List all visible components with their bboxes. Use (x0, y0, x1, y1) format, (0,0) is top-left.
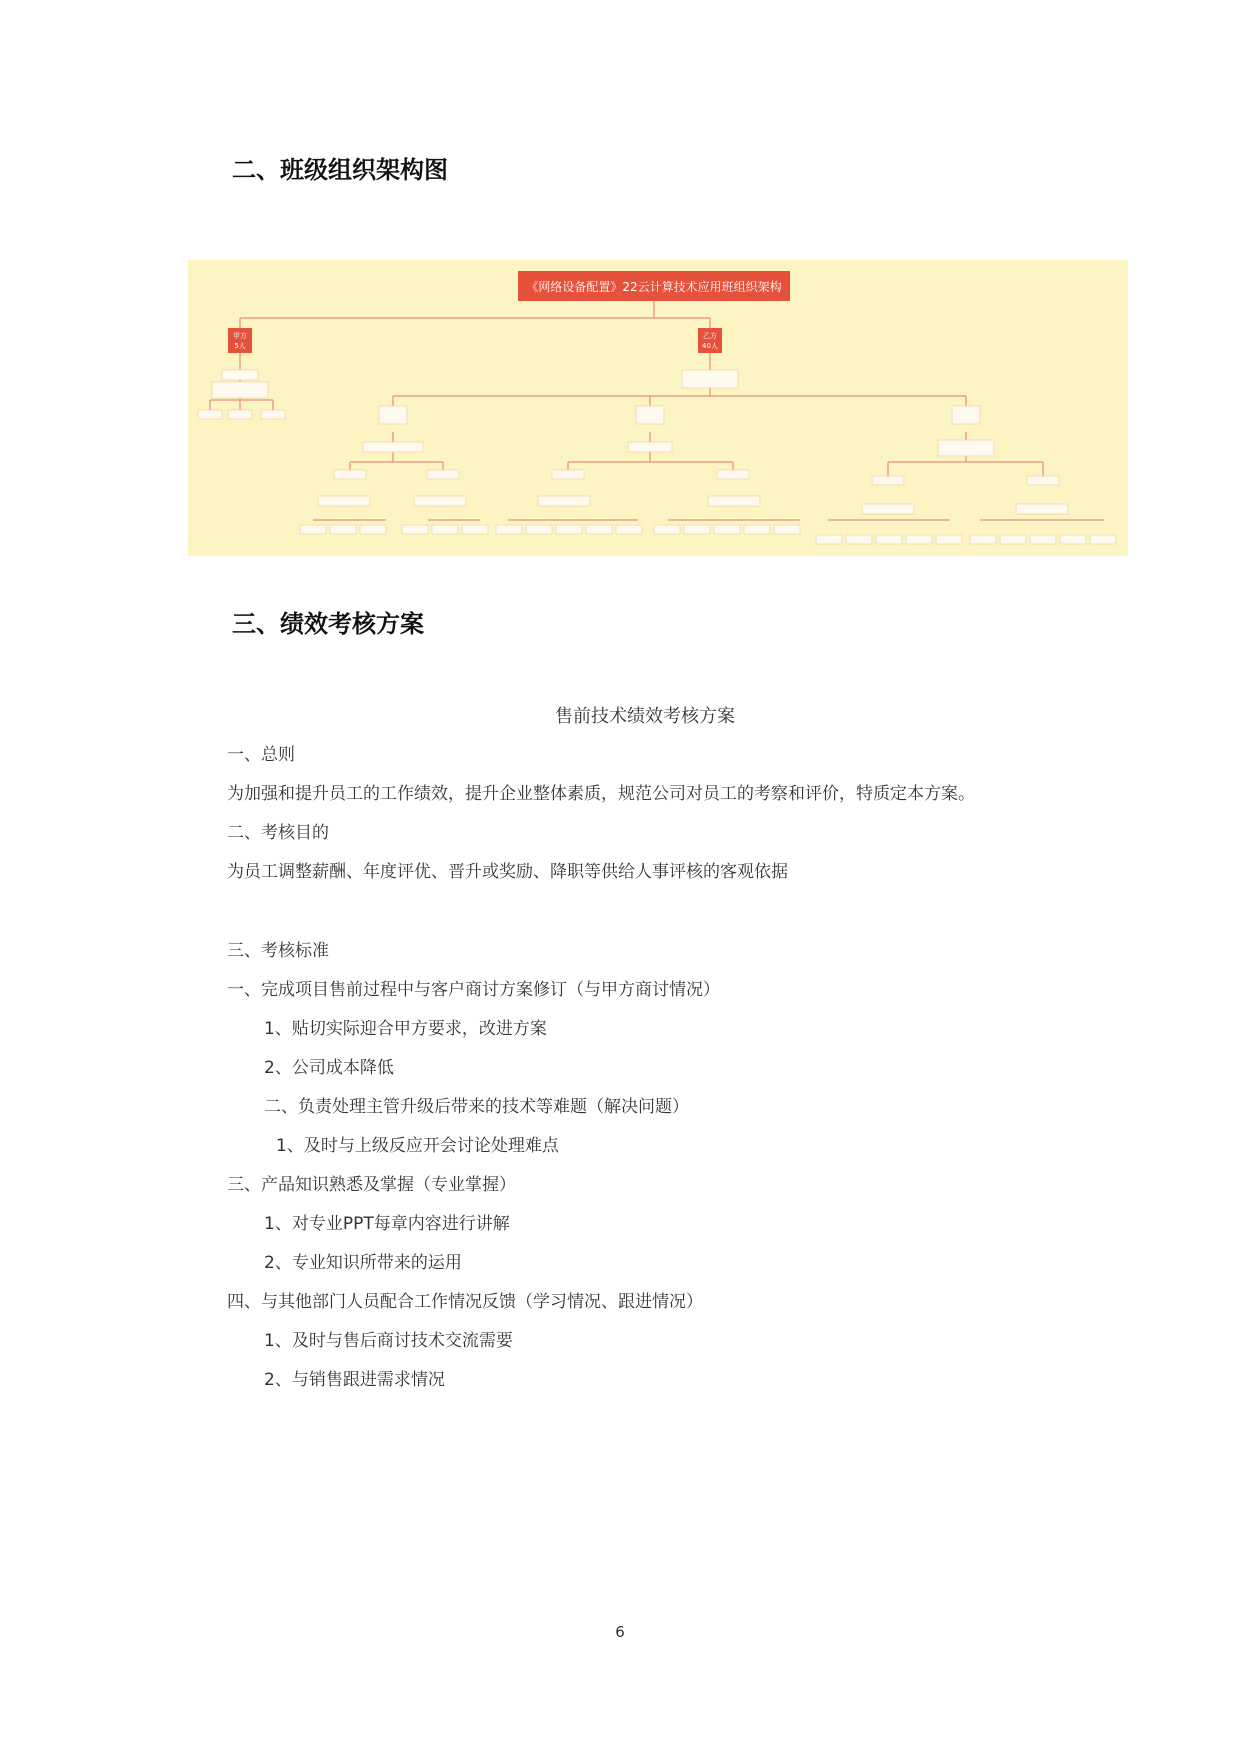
doc-line-13: 2、专业知识所带来的运用 (264, 1253, 462, 1273)
doc-line-3: 二、考核目的 (227, 823, 329, 843)
party-a-name: 甲方 (233, 332, 247, 340)
doc-line-2: 为加强和提升员工的工作绩效，提升企业整体素质，规范公司对员工的考察和评价，特质定本方案。 (227, 784, 975, 804)
doc-line-11: 三、产品知识熟悉及掌握（专业掌握） (227, 1175, 516, 1195)
doc-line-7: 1、贴切实际迎合甲方要求，改进方案 (264, 1019, 547, 1039)
org-chart (188, 260, 1128, 556)
doc-line-15: 1、及时与售后商讨技术交流需要 (264, 1331, 513, 1351)
doc-line-10: 1、及时与上级反应开会讨论处理难点 (276, 1136, 559, 1156)
doc-line-12: 1、对专业PPT每章内容进行讲解 (264, 1214, 510, 1234)
page-number: 6 (615, 1623, 625, 1641)
party-b-count: 40人 (702, 342, 718, 350)
org-chart-canvas (188, 260, 1128, 556)
section-heading-org-chart: 二、班级组织架构图 (232, 156, 448, 184)
doc-line-14: 四、与其他部门人员配合工作情况反馈（学习情况、跟进情况） (227, 1292, 703, 1312)
doc-line-6: 一、完成项目售前过程中与客户商讨方案修订（与甲方商讨情况） (227, 980, 720, 1000)
party-b-name: 乙方 (703, 332, 717, 340)
party-a-count: 5人 (234, 342, 246, 350)
org-root-label: 《网络设备配置》22云计算技术应用班组织架构 (526, 280, 782, 294)
section-heading-performance: 三、绩效考核方案 (232, 610, 424, 638)
doc-line-1: 一、总则 (227, 745, 295, 765)
doc-line-9: 二、负责处理主管升级后带来的技术等难题（解决问题） (264, 1097, 689, 1117)
doc-line-4: 为员工调整薪酬、年度评优、晋升或奖励、降职等供给人事评核的客观依据 (227, 862, 788, 882)
doc-line-5: 三、考核标准 (227, 941, 329, 961)
document-title: 售前技术绩效考核方案 (555, 706, 735, 727)
doc-line-8: 2、公司成本降低 (264, 1058, 394, 1078)
doc-line-16: 2、与销售跟进需求情况 (264, 1370, 445, 1390)
